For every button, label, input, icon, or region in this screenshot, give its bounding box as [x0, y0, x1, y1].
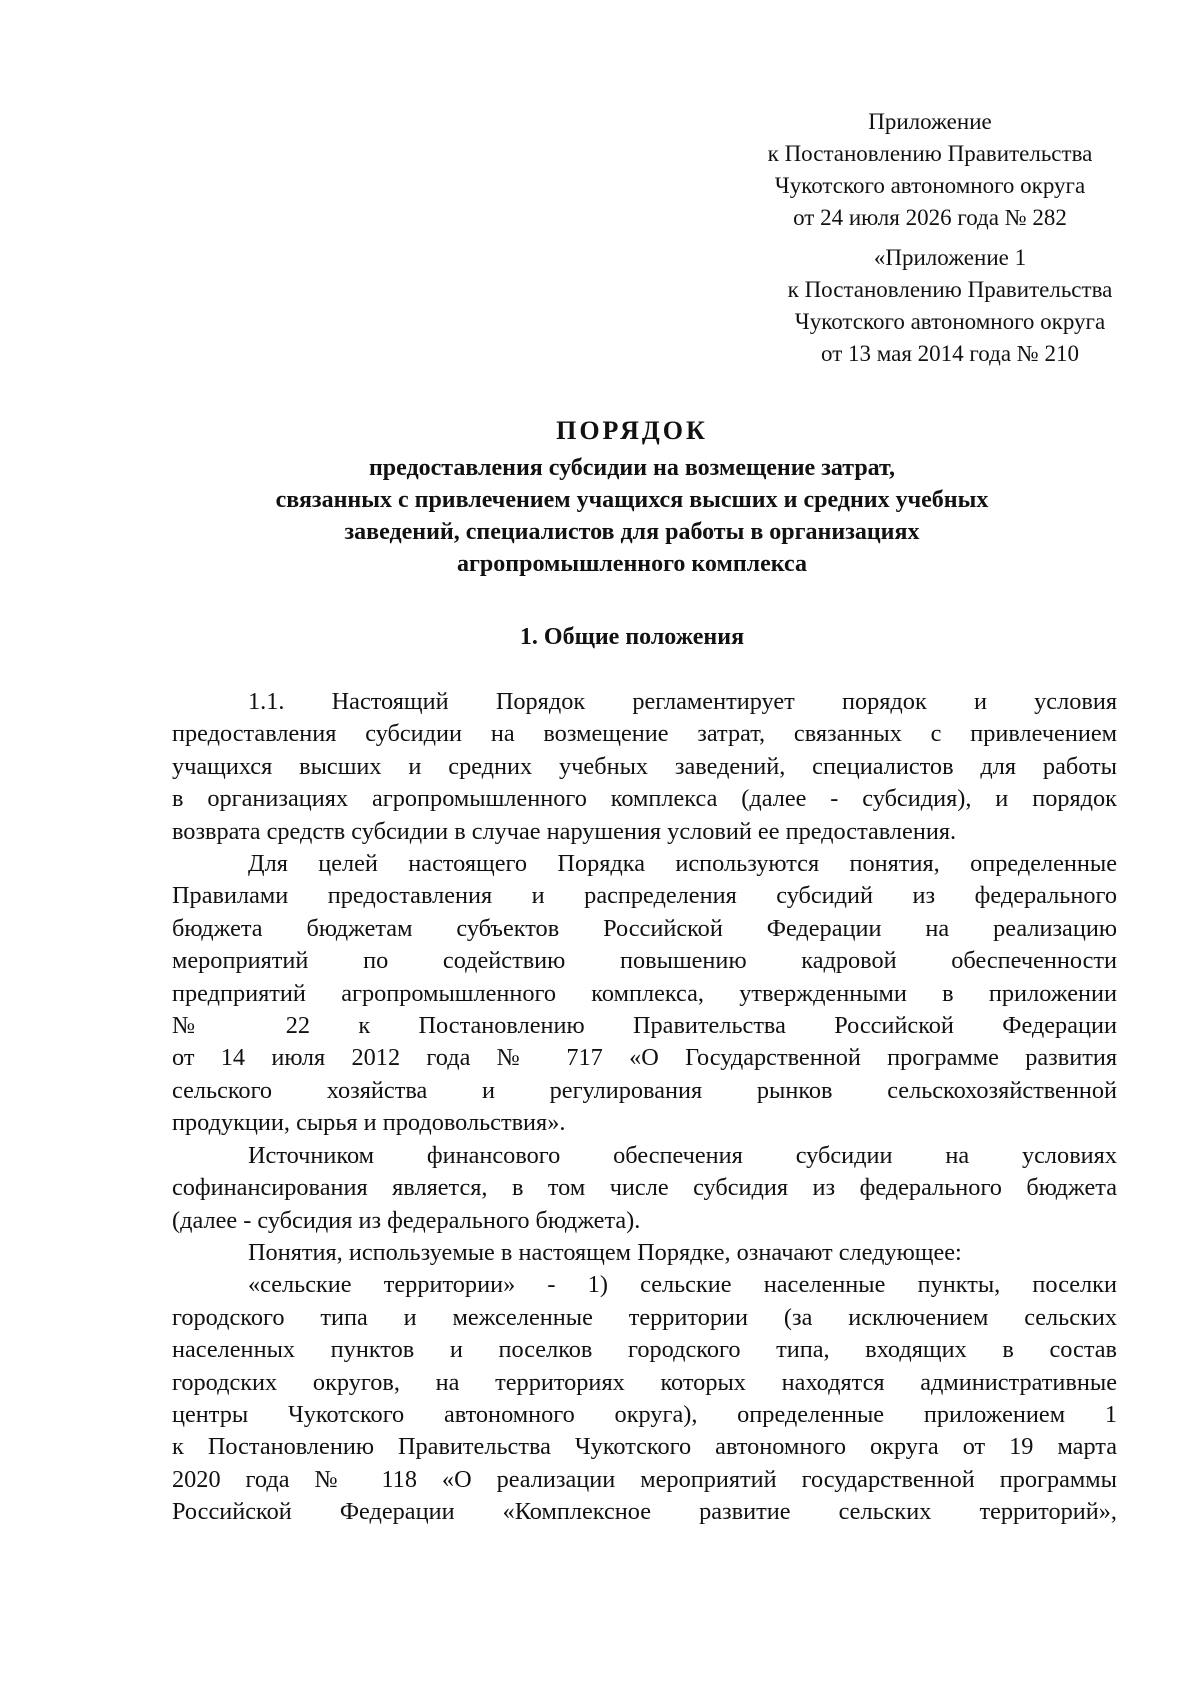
document-title-line: связанных с привлечением учащихся высших и средних учебных — [275, 487, 989, 513]
paragraph-line: центры Чукотского автономного округа), определенные приложением 1 — [172, 1400, 1117, 1428]
paragraph-line: № 22 к Постановлению Правительства Российской Федерации — [172, 1012, 1117, 1040]
paragraph-line: предоставления субсидии на возмещение затрат, связанных с привлечением — [172, 720, 1117, 748]
appendix-header-line: к Постановлению Правительства — [787, 277, 1113, 302]
section-heading: 1. Общие положения — [519, 624, 745, 650]
paragraph-line: от 14 июля 2012 года № 717 «О Государственной программе развития — [172, 1044, 1117, 1072]
appendix-header-line: Чукотского автономного округа — [774, 173, 1086, 198]
paragraph — [172, 848, 1117, 1140]
paragraph-line: городского типа и межселенные территории (за исключением сельских — [172, 1303, 1117, 1331]
paragraph — [172, 1269, 1117, 1528]
paragraph-line: Источником финансового обеспечения субсидии на условиях — [248, 1141, 1117, 1169]
paragraph-line: Российской Федерации «Комплексное развитие сельских территорий», — [172, 1498, 1117, 1526]
paragraph — [172, 1140, 1117, 1237]
paragraph-line: Правилами предоставления и распределения субсидий из федерального — [172, 882, 1117, 910]
appendix-header-previous — [740, 242, 1160, 370]
paragraph-line: Для целей настоящего Порядка используются понятия, определенные — [248, 850, 1117, 878]
paragraph-line: предприятий агропромышленного комплекса, утвержденными в приложении — [172, 979, 1117, 1007]
paragraph-line: мероприятий по содействию повышению кадровой обеспеченности — [172, 947, 1117, 975]
document-title-line: заведений, специалистов для работы в организациях — [344, 519, 920, 545]
paragraph-line: в организациях агропромышленного комплекса (далее - субсидия), и порядок — [172, 785, 1117, 813]
paragraph-line: (далее - субсидия из федерального бюджета). — [172, 1206, 641, 1234]
paragraph-line: населенных пунктов и поселков городского типа, входящих в состав — [172, 1336, 1117, 1364]
appendix-header-line: к Постановлению Правительства — [767, 141, 1093, 166]
document-title — [172, 412, 1092, 580]
paragraph-line: учащихся высших и средних учебных заведений, специалистов для работы — [172, 752, 1117, 780]
paragraph-line: сельского хозяйства и регулирования рынков сельскохозяйственной — [172, 1076, 1117, 1104]
appendix-header — [740, 106, 1120, 234]
paragraph — [172, 686, 1117, 848]
paragraph-line: 1.1. Настоящий Порядок регламентирует порядок и условия — [248, 688, 1117, 715]
appendix-header-line: Чукотского автономного округа — [794, 309, 1106, 334]
paragraph-line: возврата средств субсидии в случае нарушения условий ее предоставления. — [172, 817, 957, 845]
document-title-line: предоставления субсидии на возмещение затрат, — [368, 455, 896, 481]
appendix-header-line: Приложение — [868, 109, 992, 134]
document-body — [172, 686, 1117, 1529]
paragraph-line: продукции, сырья и продовольствия». — [172, 1109, 566, 1137]
paragraph — [172, 1237, 1117, 1269]
paragraph-line: к Постановлению Правительства Чукотского автономного округа от 19 марта — [172, 1433, 1117, 1461]
appendix-header-line: «Приложение 1 — [873, 245, 1027, 270]
document-title-line: агропромышленного комплекса — [457, 551, 807, 577]
paragraph-line: Понятия, используемые в настоящем Порядке, означают следующее: — [248, 1238, 962, 1266]
paragraph-line: «сельские территории» - 1) сельские населенные пункты, поселки — [248, 1271, 1117, 1299]
document-title-main: ПОРЯДОК — [556, 416, 708, 445]
paragraph-line: 2020 года № 118 «О реализации мероприятий государственной программы — [172, 1465, 1117, 1493]
appendix-header-line: от 13 мая 2014 года № 210 — [821, 341, 1079, 366]
paragraph-line: городских округов, на территориях которых находятся административные — [172, 1368, 1117, 1396]
paragraph-line: софинансирования является, в том числе субсидия из федерального бюджета — [172, 1174, 1117, 1202]
paragraph-line: бюджета бюджетам субъектов Российской Федерации на реализацию — [172, 914, 1117, 942]
appendix-header-line: от 24 июля 2026 года № 282 — [793, 205, 1067, 230]
